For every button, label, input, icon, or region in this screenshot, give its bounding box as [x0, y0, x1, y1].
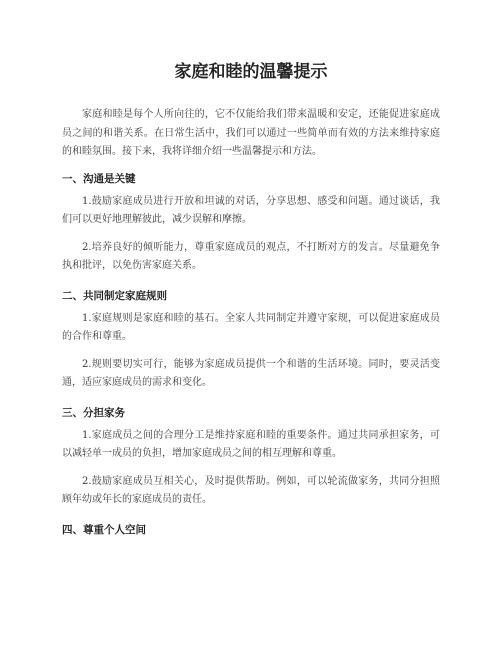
section-heading-communication: 一、沟通是关键 — [62, 172, 136, 185]
section-housework-paragraph-2: 2.鼓励家庭成员互相关心，及时提供帮助。例如，可以轮流做家务，共同分担照顾年幼或年长的家庭成员的责任。 — [62, 475, 440, 505]
section-family-rules-paragraph-1: 1.家庭规则是家庭和睦的基石。全家人共同制定并遵守家规，可以促进家庭成员的合作和尊重。 — [62, 312, 440, 342]
section-communication-paragraph-2: 2.培养良好的倾听能力，尊重家庭成员的观点，不打断对方的发言。尽量避免争执和批评，以免伤害家庭关系。 — [62, 241, 440, 271]
section-heading-family-rules: 二、共同制定家庭规则 — [62, 289, 167, 302]
intro-paragraph: 家庭和睦是每个人所向往的，它不仅能给我们带来温暖和安定，还能促进家庭成员之间的和谐关系。在日常生活中，我们可以通过一些简单而有效的方法来维持家庭的和睦氛围。接下来，我将详细介绍一些温馨提示和方法。 — [62, 109, 440, 157]
section-family-rules-paragraph-2: 2.规则要切实可行，能够为家庭成员提供一个和谐的生活环境。同时，要灵活变通，适应家庭成员的需求和变化。 — [62, 358, 440, 388]
section-heading-housework: 三、分担家务 — [62, 406, 125, 419]
section-housework-paragraph-1: 1.家庭成员之间的合理分工是维持家庭和睦的重要条件。通过共同承担家务，可以减轻单一成员的负担，增加家庭成员之间的相互理解和尊重。 — [62, 429, 440, 459]
document-title: 家庭和睦的温馨提示 — [174, 62, 328, 82]
section-heading-personal-space: 四、尊重个人空间 — [62, 523, 146, 536]
section-communication-paragraph-1: 1.鼓励家庭成员进行开放和坦诚的对话，分享思想、感受和问题。通过谈话，我们可以更好地理解彼此，减少误解和摩擦。 — [62, 195, 440, 225]
